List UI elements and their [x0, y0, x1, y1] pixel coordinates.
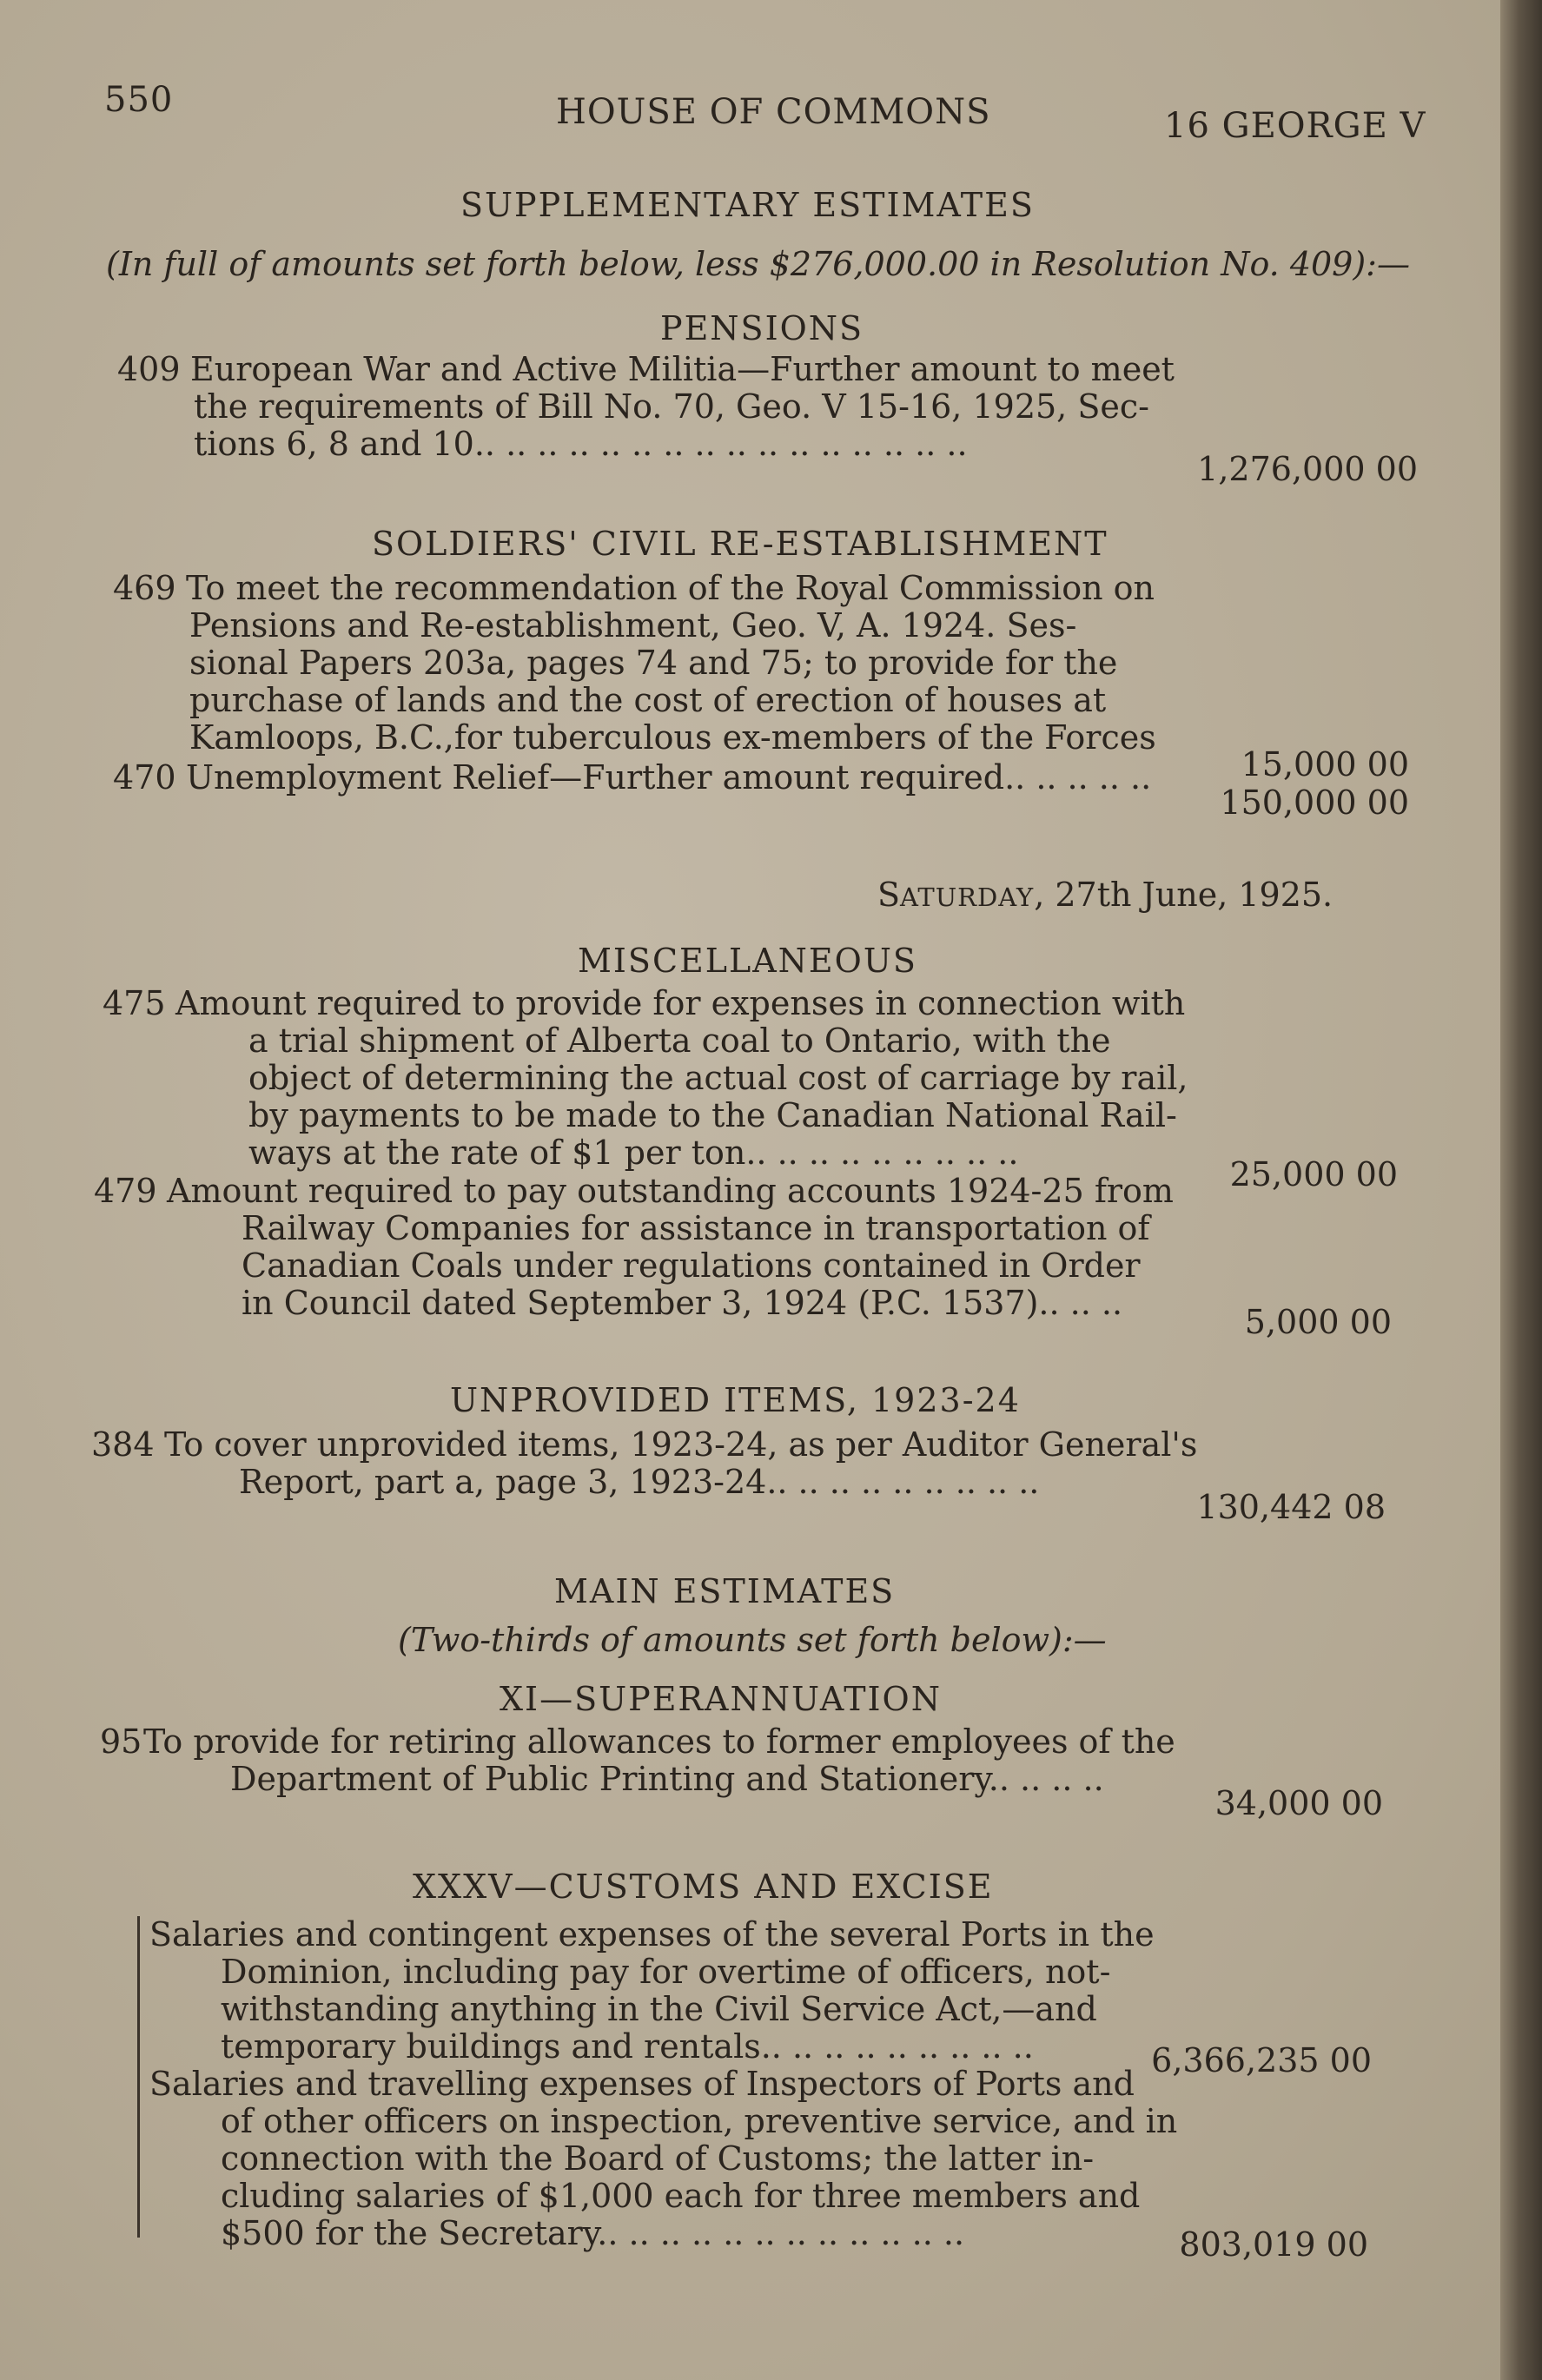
estimate-item-470 [113, 759, 1151, 797]
item-text: in Council dated September 3, 1924 (P.C. 1537).. .. .. [242, 1284, 1123, 1322]
main-estimates-heading: MAIN ESTIMATES [554, 1572, 896, 1610]
item-text: cluding salaries of $1,000 each for three members and [221, 2177, 1141, 2215]
customs-heading: XXXV—CUSTOMS AND EXCISE [413, 1868, 994, 1906]
item-text: Railway Companies for assistance in transportation of [242, 1209, 1150, 1247]
item-text: $500 for the Secretary.. .. .. .. .. .. .. .. .. .. .. .. [221, 2214, 965, 2252]
item-text: purchase of lands and the cost of erection of houses at [189, 681, 1107, 719]
item-text: Amount required to pay outstanding accounts 1924-25 from [167, 1172, 1174, 1210]
estimate-item-479 [94, 1173, 1174, 1322]
item-number: 409 [117, 350, 181, 388]
amount: 803,019 00 [1179, 2225, 1368, 2264]
page-number: 550 [104, 80, 174, 120]
item-text: To cover unprovided items, 1923-24, as per Auditor General's [164, 1425, 1198, 1464]
miscellaneous-heading: MISCELLANEOUS [578, 942, 917, 980]
item-number: 384 [91, 1425, 155, 1464]
amount: 130,442 08 [1196, 1488, 1386, 1526]
item-text: sional Papers 203a, pages 74 and 75; to provide for the [189, 644, 1118, 682]
item-text: object of determining the actual cost of carriage by rail, [248, 1059, 1188, 1097]
supplementary-note: (In full of amounts set forth below, less $276,000.00 in Resolution No. 409):— [106, 245, 1410, 283]
main-estimates-note: (Two-thirds of amounts set forth below):— [398, 1621, 1107, 1659]
amount: 34,000 00 [1214, 1784, 1383, 1822]
amount: 25,000 00 [1229, 1155, 1398, 1193]
estimate-item-customs-inspectors [149, 2066, 1177, 2252]
unprovided-heading: UNPROVIDED ITEMS, 1923-24 [450, 1381, 1021, 1419]
item-text: temporary buildings and rentals.. .. .. .. .. .. .. .. .. [221, 2027, 1034, 2066]
item-number: 95 [100, 1722, 142, 1761]
item-text: Kamloops, B.C.,for tuberculous ex-members of the Forces [189, 718, 1156, 757]
item-text: withstanding anything in the Civil Service Act,—and [221, 1990, 1097, 2028]
item-text: a trial shipment of Alberta coal to Ontario, with the [248, 1021, 1111, 1060]
item-text: Salaries and contingent expenses of the several Ports in the [149, 1915, 1155, 1954]
session-label: 16 GEORGE V [1164, 106, 1426, 146]
pensions-heading: PENSIONS [660, 309, 864, 347]
item-text: To provide for retiring allowances to former employees of the [143, 1722, 1175, 1761]
estimate-item-409 [117, 351, 1175, 463]
amount: 1,276,000 00 [1197, 450, 1418, 488]
item-number: 479 [94, 1172, 157, 1210]
item-text: ways at the rate of $1 per ton.. .. .. .. .. .. .. .. .. [248, 1134, 1019, 1172]
amount: 150,000 00 [1220, 783, 1409, 822]
item-text: Unemployment Relief—Further amount required.. .. .. .. .. [186, 758, 1152, 797]
item-text: Department of Public Printing and Stationery.. .. .. .. [230, 1760, 1104, 1798]
item-number: 470 [113, 758, 176, 797]
running-title: HOUSE OF COMMONS [556, 92, 991, 132]
item-text: Salaries and travelling expenses of Inspectors of Ports and [149, 2065, 1135, 2103]
item-text: To meet the recommendation of the Royal Commission on [186, 569, 1155, 607]
sitting-date: SATURDAY, 27th June, 1925. [877, 876, 1334, 914]
item-text: Amount required to provide for expenses in connection with [175, 984, 1186, 1022]
item-number: 469 [113, 569, 176, 607]
item-text: by payments to be made to the Canadian National Rail- [248, 1096, 1177, 1134]
estimate-item-customs-ports [149, 1916, 1155, 2066]
item-text: Canadian Coals under regulations contained in Order [242, 1246, 1141, 1285]
item-text: the requirements of Bill No. 70, Geo. V 15-16, 1925, Sec- [194, 387, 1149, 426]
superannuation-heading: XI—SUPERANNUATION [500, 1680, 942, 1718]
item-text: Report, part a, page 3, 1923-24.. .. .. .. .. .. .. .. .. [239, 1463, 1040, 1501]
estimate-item-469 [113, 570, 1156, 757]
item-text: tions 6, 8 and 10.. .. .. .. .. .. .. .. .. .. .. .. .. .. .. .. [194, 425, 968, 463]
soldiers-heading: SOLDIERS' CIVIL RE-ESTABLISHMENT [372, 525, 1109, 563]
amount: 5,000 00 [1244, 1303, 1392, 1341]
item-text: European War and Active Militia—Further amount to meet [190, 350, 1175, 388]
item-text: of other officers on inspection, preventive service, and in [221, 2102, 1178, 2140]
estimate-item-384 [91, 1426, 1197, 1501]
amount: 6,366,235 00 [1151, 2041, 1372, 2079]
estimate-item-475 [103, 985, 1188, 1172]
book-spine [1500, 0, 1542, 2380]
supplementary-heading: SUPPLEMENTARY ESTIMATES [460, 186, 1035, 224]
item-text: Dominion, including pay for overtime of officers, not- [221, 1953, 1111, 1991]
amount: 15,000 00 [1241, 745, 1409, 783]
item-text: Pensions and Re-establishment, Geo. V, A. 1924. Ses- [189, 606, 1077, 645]
estimate-item-95 [100, 1723, 1175, 1798]
item-number: 475 [103, 984, 166, 1022]
item-text: connection with the Board of Customs; the latter in- [221, 2139, 1095, 2178]
